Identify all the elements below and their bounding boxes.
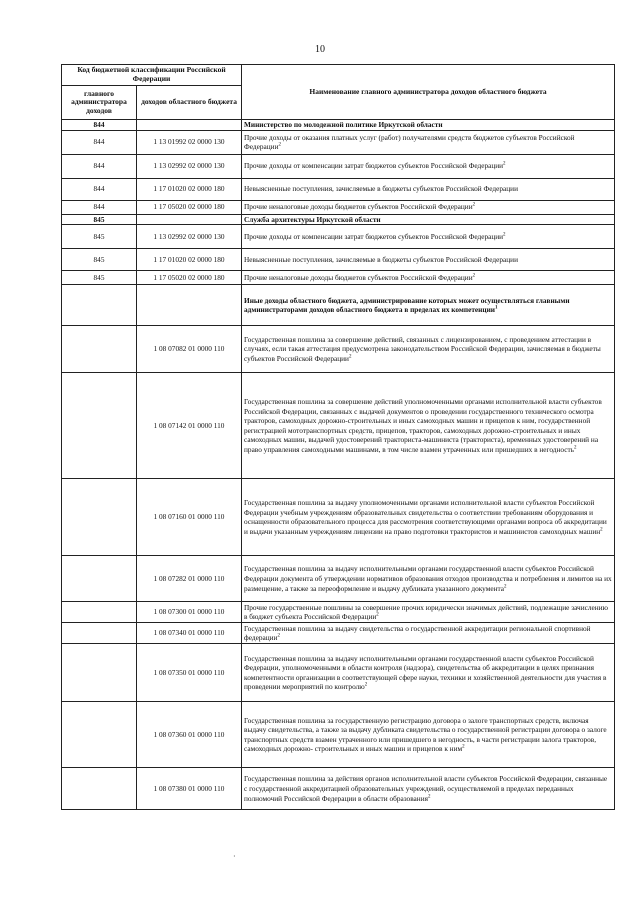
footnote-marker: 1: [494, 305, 498, 311]
footnote-marker: 2: [278, 142, 281, 148]
section-row: [62, 120, 615, 131]
table-row: [62, 154, 615, 178]
revenue-code-cell: 1 17 05020 02 0000 180: [137, 271, 242, 285]
name-cell: [242, 249, 615, 271]
admin-code-cell: [62, 373, 137, 479]
revenue-code-cell: 1 17 01020 02 0000 180: [137, 249, 242, 271]
table-row: [62, 556, 615, 602]
name-text: Прочие неналоговые доходы бюджетов субъектов Российской Федерации: [244, 202, 473, 212]
name-cell: [242, 120, 615, 131]
name-text: Невыясненные поступления, зачисляемые в бюджеты субъектов Российской Федерации: [244, 184, 518, 194]
section-row: [62, 214, 615, 225]
footnote-marker: 2: [462, 744, 465, 750]
footnote-marker: 2: [348, 354, 352, 360]
name-cell: [242, 130, 615, 154]
name-text: Прочие неналоговые доходы бюджетов субъектов Российской Федерации: [244, 272, 473, 282]
revenue-code-cell: 1 13 01992 02 0000 130: [137, 130, 242, 154]
name-text: Прочие государственные пошлины за совершение прочих юридически значимых действий, подлежащие зачислению в бюджет субъекта Российской Федерации: [244, 602, 609, 622]
admin-code-cell: [62, 326, 137, 373]
name-text: Государственная пошлина за выдачу исполнительными органами государственной власти субъектов Российской Федерации документа об утверждении нормативов образования отходов производства и потребления и лимитов на их размещение, а также за переоформление и выдачу дубликата указанного документа: [244, 564, 612, 593]
name-cell: [242, 768, 615, 810]
header-col-admin: главного администратора доходов: [62, 86, 137, 120]
name-cell: [242, 271, 615, 285]
name-text: Министерство по молодежной политике Иркутской области: [244, 120, 443, 129]
revenue-code-cell: 1 13 02992 02 0000 130: [137, 225, 242, 249]
table-row: [62, 702, 615, 768]
admin-code-cell: [62, 602, 137, 623]
revenue-code-cell: [137, 285, 242, 326]
section-row: [62, 285, 615, 326]
revenue-code-cell: 1 08 07340 01 0000 110: [137, 623, 242, 644]
table-row: [62, 623, 615, 644]
revenue-code-cell: 1 08 07282 01 0000 110: [137, 556, 242, 602]
name-cell: [242, 644, 615, 702]
table-row: [62, 271, 615, 285]
footnote-marker: 2: [472, 202, 476, 208]
revenue-code-cell: 1 08 07160 01 0000 110: [137, 479, 242, 556]
name-cell: [242, 154, 615, 178]
name-text: Государственная пошлина за выдачу свидетельства о государственной аккредитации региональной спортивной федерации: [244, 623, 591, 643]
footnote-marker: 2: [503, 161, 506, 167]
table-row: [62, 178, 615, 200]
admin-code-cell: 844: [62, 154, 137, 178]
revenue-code-cell: 1 08 07350 01 0000 110: [137, 644, 242, 702]
footnote-marker: 2: [427, 794, 431, 800]
footnote-marker: 2: [504, 584, 507, 590]
name-text: Государственная пошлина за государственную регистрацию договора о залоге транспортных средств, включая выдачу свидетельства, а также за выдачу дубликата свидетельства о государственной регистрации договора о залоге транспортных средств взамен утраченного или пришедшего в негодность, в части регистрации залога тракторов, самоходных дорожно- строительных и иных машин и прицепов к ним: [244, 715, 607, 754]
page-number: 10: [315, 44, 325, 55]
admin-code-cell: 845: [62, 225, 137, 249]
header-col-name: Наименование главного администратора доходов областного бюджета: [242, 65, 615, 120]
admin-code-cell: [62, 644, 137, 702]
name-cell: [242, 200, 615, 214]
header-col-revenue: доходов областного бюджета: [137, 86, 242, 120]
name-cell: [242, 373, 615, 479]
header-group-title: Код бюджетной классификации Российской Федерации: [62, 65, 242, 86]
admin-code-cell: 845: [62, 214, 137, 225]
admin-code-cell: [62, 285, 137, 326]
revenue-code-cell: 1 08 07142 01 0000 110: [137, 373, 242, 479]
admin-code-cell: 844: [62, 178, 137, 200]
admin-code-cell: [62, 623, 137, 644]
name-cell: [242, 214, 615, 225]
table-row: [62, 479, 615, 556]
revenue-code-cell: 1 08 07360 01 0000 110: [137, 702, 242, 768]
footnote-marker: 2: [573, 445, 577, 451]
name-cell: [242, 623, 615, 644]
table-row: [62, 373, 615, 479]
name-text: Прочие доходы от оказания платных услуг (работ) получателями средств бюджетов субъектов Российской Федерации: [244, 132, 575, 152]
name-cell: [242, 702, 615, 768]
revenue-code-cell: 1 13 02992 02 0000 130: [137, 154, 242, 178]
admin-code-cell: 844: [62, 200, 137, 214]
admin-code-cell: [62, 768, 137, 810]
name-text: Государственная пошлина за совершение действий, связанных с лицензированием, с проведением аттестации в случаях, если такая аттестация предусмотрена законодательством Российской Федерации, зачисляемая в бюджеты субъектов Российской Федерации: [244, 334, 601, 364]
name-cell: [242, 285, 615, 326]
name-cell: [242, 178, 615, 200]
table-row: [62, 130, 615, 154]
admin-code-cell: [62, 479, 137, 556]
footnote-marker: 2: [364, 682, 368, 688]
name-text: Государственная пошлина за совершение действий уполномоченными органами исполнительной власти субъектов Российской Федерации, связанных с выдачей документов о проведении государственного технического осмотра тракторов, самоходных дорожно-строительных и иных самоходных машин и прицепов к ним, государственной регистрацией мототранспортных средств, прицепов, тракторов, самоходных дорожно-строительных и иных самоходных машин, выдачей удостоверений тракториста-машиниста (тракториста), временных удостоверений на право управления самоходными машинами, в том числе взамен утраченных или пришедших в негодность: [244, 396, 602, 454]
name-text: Служба архитектуры Иркутской области: [244, 214, 381, 224]
footnote-marker: 2: [376, 612, 379, 618]
footer-mark: ·: [233, 852, 236, 861]
footnote-marker: 2: [277, 633, 280, 639]
name-text: Государственная пошлина за действия органов исполнительной власти субъектов Российской Федерации, связанные с государственной аккредитацией образовательных учреждений, осуществляемой в пределах переданных полномочий Российской Федерации в области образования: [244, 774, 608, 803]
admin-code-cell: [62, 556, 137, 602]
table-row: [62, 768, 615, 810]
name-cell: [242, 479, 615, 556]
table-row: [62, 249, 615, 271]
table-row: [62, 644, 615, 702]
name-text: Государственная пошлина за выдачу исполнительными органами государственной власти субъектов Российской Федерации, уполномоченными в области контроля (надзора), свидетельства об аккредитации в целях признания компетентности организации в соответствующей сфере науки, техники и хозяйственной деятельности для участия в проведении мероприятий по контролю: [244, 653, 607, 692]
table-row: [62, 326, 615, 373]
name-cell: [242, 556, 615, 602]
name-text: Невыясненные поступления, зачисляемые в бюджеты субъектов Российской Федерации: [244, 254, 518, 264]
revenue-code-cell: [137, 214, 242, 225]
admin-code-cell: 844: [62, 130, 137, 154]
name-cell: [242, 225, 615, 249]
table-row: [62, 200, 615, 214]
footnote-marker: 2: [503, 232, 506, 238]
table-row: [62, 602, 615, 623]
footnote-marker: 2: [600, 527, 603, 533]
name-text: Государственная пошлина за выдачу уполномоченными органами исполнительной власти субъектов Российской Федерации учебным учреждениям образовательных свидетельства о соответствии требованиям оборудования и оснащенности образовательного процесса для рассмотрения соответствующими органами вопроса об аккредитации и выдачи указанным учреждениям лицензии на право подготовки трактористов и машинистов самоходных машин: [244, 498, 607, 536]
name-cell: [242, 326, 615, 373]
revenue-classification-table: [61, 64, 615, 810]
name-text: Прочие доходы от компенсации затрат бюджетов субъектов Российской Федерации: [244, 231, 504, 241]
admin-code-cell: 845: [62, 271, 137, 285]
revenue-code-cell: 1 17 05020 02 0000 180: [137, 200, 242, 214]
table-body: [62, 120, 615, 810]
footnote-marker: 2: [472, 273, 476, 279]
revenue-code-cell: 1 08 07380 01 0000 110: [137, 768, 242, 810]
admin-code-cell: 844: [62, 120, 137, 131]
name-text: Прочие доходы от компенсации затрат бюджетов субъектов Российской Федерации: [244, 161, 504, 171]
table-row: [62, 225, 615, 249]
revenue-code-cell: [137, 120, 242, 131]
name-cell: [242, 602, 615, 623]
revenue-code-cell: 1 08 07082 01 0000 110: [137, 326, 242, 373]
revenue-code-cell: 1 08 07300 01 0000 110: [137, 602, 242, 623]
revenue-code-cell: 1 17 01020 02 0000 180: [137, 178, 242, 200]
admin-code-cell: [62, 702, 137, 768]
name-text: Иные доходы областного бюджета, администрирование которых может осуществляться главными администраторами доходов областного бюджета в пределах их компетенции: [244, 295, 570, 315]
admin-code-cell: 845: [62, 249, 137, 271]
